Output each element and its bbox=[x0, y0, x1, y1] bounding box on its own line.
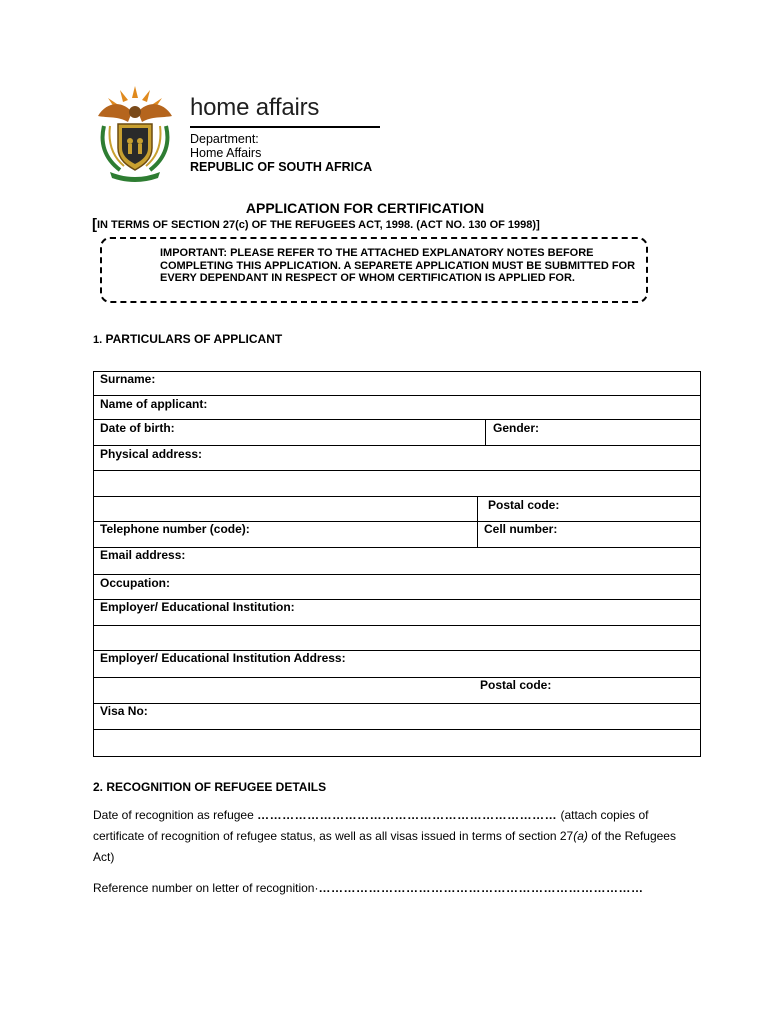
country-name: REPUBLIC OF SOUTH AFRICA bbox=[190, 160, 373, 174]
recognition-label: Date of recognition as refugee bbox=[93, 808, 258, 822]
employer-postal-code-label: Postal code: bbox=[480, 678, 552, 692]
recognition-date-field[interactable]: ……………………………………………………………… bbox=[257, 808, 558, 822]
physical-address-label: Physical address: bbox=[100, 447, 203, 461]
section-1-number: 1. bbox=[93, 334, 103, 346]
row-visa[interactable] bbox=[94, 704, 700, 730]
row-visa-line-2[interactable] bbox=[94, 730, 700, 756]
department-label: Department: bbox=[190, 132, 259, 146]
row-dob-gender bbox=[94, 420, 700, 446]
recognition-instruction-end: of the Refugees Act) bbox=[93, 829, 676, 864]
postal-divider bbox=[477, 497, 478, 521]
visa-label: Visa No: bbox=[100, 704, 148, 718]
postal-code-label: Postal code: bbox=[488, 498, 560, 512]
department-logo bbox=[92, 86, 382, 186]
section-1-title: PARTICULARS OF APPLICANT bbox=[105, 332, 283, 346]
row-email[interactable] bbox=[94, 548, 700, 575]
row-postal-code bbox=[94, 497, 700, 522]
row-physical-address[interactable] bbox=[94, 446, 700, 471]
reference-number-field[interactable]: …………………………………………………………………… bbox=[318, 881, 644, 895]
subtitle-text: IN TERMS OF SECTION 27(c) OF THE REFUGEES ACT, 1998. (ACT NO. 130 OF 1998)] bbox=[97, 219, 540, 231]
reference-paragraph bbox=[93, 878, 693, 899]
applicant-particulars-table bbox=[93, 371, 701, 757]
brand-divider bbox=[190, 126, 380, 128]
subtitle-bracket: [ bbox=[92, 216, 97, 233]
row-name[interactable] bbox=[94, 396, 700, 420]
employer-address-label: Employer/ Educational Institution Address: bbox=[100, 651, 346, 665]
reference-label: Reference number on letter of recognition· bbox=[93, 881, 319, 895]
section-1-heading bbox=[93, 332, 282, 346]
brand-name: home affairs bbox=[190, 94, 320, 121]
telephone-divider bbox=[477, 522, 478, 547]
name-label: Name of applicant: bbox=[100, 397, 208, 411]
row-employer-line-2[interactable] bbox=[94, 626, 700, 651]
cell-number-label: Cell number: bbox=[484, 522, 558, 536]
recognition-instruction: (attach copies of certificate of recognition of refugee status, as well as all visas issued in terms of section 27 bbox=[93, 808, 649, 843]
employer-label: Employer/ Educational Institution: bbox=[100, 600, 295, 614]
row-address-line-2[interactable] bbox=[94, 471, 700, 497]
surname-label: Surname: bbox=[100, 372, 156, 386]
email-label: Email address: bbox=[100, 548, 186, 562]
dob-label: Date of birth: bbox=[100, 421, 175, 435]
row-telephone-cell bbox=[94, 522, 700, 548]
gender-label: Gender: bbox=[493, 421, 540, 435]
dob-divider bbox=[485, 420, 486, 445]
row-surname[interactable] bbox=[94, 372, 700, 396]
section-2-heading: 2. RECOGNITION OF REFUGEE DETAILS bbox=[93, 780, 327, 794]
important-notice-box bbox=[100, 237, 648, 303]
row-employer[interactable] bbox=[94, 600, 700, 626]
form-title: APPLICATION FOR CERTIFICATION bbox=[245, 200, 485, 216]
coat-of-arms-icon bbox=[92, 86, 178, 184]
row-employer-address[interactable] bbox=[94, 651, 700, 678]
section-clause: (a) bbox=[573, 829, 588, 843]
department-name: Home Affairs bbox=[190, 146, 262, 160]
form-subtitle bbox=[92, 216, 540, 233]
recognition-paragraph bbox=[93, 805, 693, 868]
occupation-label: Occupation: bbox=[100, 576, 171, 590]
row-occupation[interactable] bbox=[94, 575, 700, 600]
row-employer-postal[interactable] bbox=[94, 678, 700, 704]
telephone-label: Telephone number (code): bbox=[100, 522, 250, 536]
important-notice-text: IMPORTANT: PLEASE REFER TO THE ATTACHED EXPLANATORY NOTES BEFORE COMPLETING THIS APPLICATION. A SEPARETE APPLICATION MUST BE SUBMITTED FOR EVERY DEPENDANT IN RESPECT OF WHOM CERTIFICATION IS APPLIED FOR. bbox=[160, 247, 636, 284]
